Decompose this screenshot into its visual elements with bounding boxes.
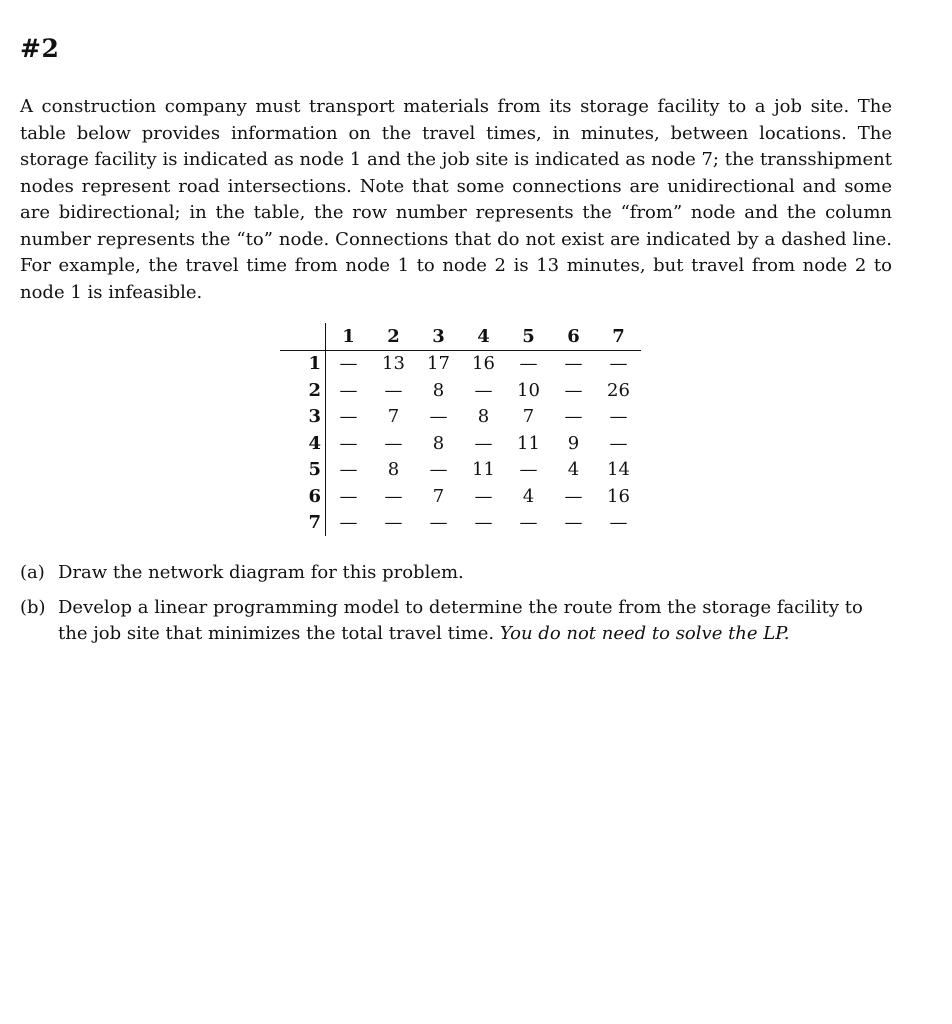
- row-header: 7: [280, 510, 326, 537]
- row-header: 5: [280, 457, 326, 484]
- table-cell: —: [609, 406, 628, 428]
- table-cell: 16: [472, 353, 495, 375]
- table-cell: —: [564, 512, 583, 534]
- table-cell: —: [474, 485, 493, 507]
- table-cell: —: [474, 432, 493, 454]
- table-cell: 14: [607, 459, 630, 481]
- part-a: [20, 560, 892, 587]
- part-label: (a): [20, 562, 45, 583]
- question-parts: [20, 560, 892, 656]
- column-header: 7: [596, 323, 641, 350]
- row-header: 2: [280, 377, 326, 404]
- column-header: 5: [506, 323, 551, 350]
- column-header: 4: [461, 323, 506, 350]
- table-cell: —: [564, 353, 583, 375]
- table-cell: —: [429, 406, 448, 428]
- part-b: [20, 595, 892, 648]
- row-header: 6: [280, 483, 326, 510]
- part-label: (b): [20, 596, 46, 618]
- table-cell: —: [609, 512, 628, 534]
- table-row: [280, 430, 641, 457]
- table-cell: —: [519, 353, 538, 375]
- travel-time-table: [280, 323, 641, 536]
- table-row: [280, 483, 641, 510]
- table-cell: 7: [387, 406, 400, 428]
- problem-statement: A construction company must transport materials from its storage facility to a job site. The table below provides information on the travel times, in minutes, between locations. The storage facility is indicated as node 1 and the job site is indicated as node 7; the transshipment nodes represent road intersections. Note that some connections are unidirectional and some are bidirectional; in the table, the row number represents the “from” node and the column number represents the “to” node. Connections that do not exist are indicated by a dashed line. For example, the travel time from node 1 to node 2 is 13 minutes, but travel from node 2 to node 1 is infeasible.: [20, 96, 892, 303]
- table-cell: —: [339, 512, 358, 534]
- table-cell: —: [384, 379, 403, 401]
- table-cell: —: [564, 379, 583, 401]
- table-cell: —: [384, 512, 403, 534]
- table-cell: —: [339, 485, 358, 507]
- table-row: [280, 457, 641, 484]
- table-cell: 8: [432, 432, 445, 454]
- table-cell: —: [384, 432, 403, 454]
- table-row: [280, 350, 641, 377]
- table-cell: —: [519, 459, 538, 481]
- part-text-container: [58, 595, 892, 648]
- table-row: [280, 404, 641, 431]
- part-text: Develop a linear programming model to determine the route from the storage facility to the job site that minimizes the total travel time.: [58, 596, 863, 644]
- table-cell: 4: [522, 485, 535, 507]
- table-cell: —: [474, 512, 493, 534]
- table-cell: —: [429, 512, 448, 534]
- table-cell: —: [339, 406, 358, 428]
- table-corner: [280, 323, 326, 350]
- table-cell: 4: [567, 459, 580, 481]
- column-header: 2: [371, 323, 416, 350]
- row-header: 4: [280, 430, 326, 457]
- table-cell: 13: [382, 353, 405, 375]
- table-cell: —: [564, 406, 583, 428]
- table-row: [280, 510, 641, 537]
- table-cell: 10: [517, 379, 540, 401]
- part-text: Draw the network diagram for this problem.: [58, 562, 464, 583]
- table-cell: —: [609, 432, 628, 454]
- table-cell: 17: [427, 353, 450, 375]
- table-cell: 11: [517, 432, 540, 454]
- table-cell: —: [564, 485, 583, 507]
- table-cell: —: [429, 459, 448, 481]
- table-cell: 9: [567, 432, 580, 454]
- table-cell: —: [339, 432, 358, 454]
- table-cell: —: [384, 485, 403, 507]
- column-header: 6: [551, 323, 596, 350]
- table-row: [280, 377, 641, 404]
- table-cell: 8: [387, 459, 400, 481]
- column-header: 1: [326, 323, 372, 350]
- table-cell: —: [474, 379, 493, 401]
- table-cell: 11: [472, 459, 495, 481]
- table-cell: 26: [607, 379, 630, 401]
- table-cell: —: [609, 353, 628, 375]
- table-cell: 7: [432, 485, 445, 507]
- table-header-row: [280, 323, 641, 350]
- row-header: 1: [280, 350, 326, 377]
- table-cell: —: [339, 459, 358, 481]
- part-emphasis: You do not need to solve the LP.: [499, 623, 790, 644]
- table-cell: —: [339, 353, 358, 375]
- table-cell: 16: [607, 485, 630, 507]
- table-cell: 8: [477, 406, 490, 428]
- table-cell: 8: [432, 379, 445, 401]
- table-cell: —: [519, 512, 538, 534]
- row-header: 3: [280, 404, 326, 431]
- table-cell: 7: [522, 406, 535, 428]
- problem-heading: #2: [20, 34, 60, 63]
- table-cell: —: [339, 379, 358, 401]
- column-header: 3: [416, 323, 461, 350]
